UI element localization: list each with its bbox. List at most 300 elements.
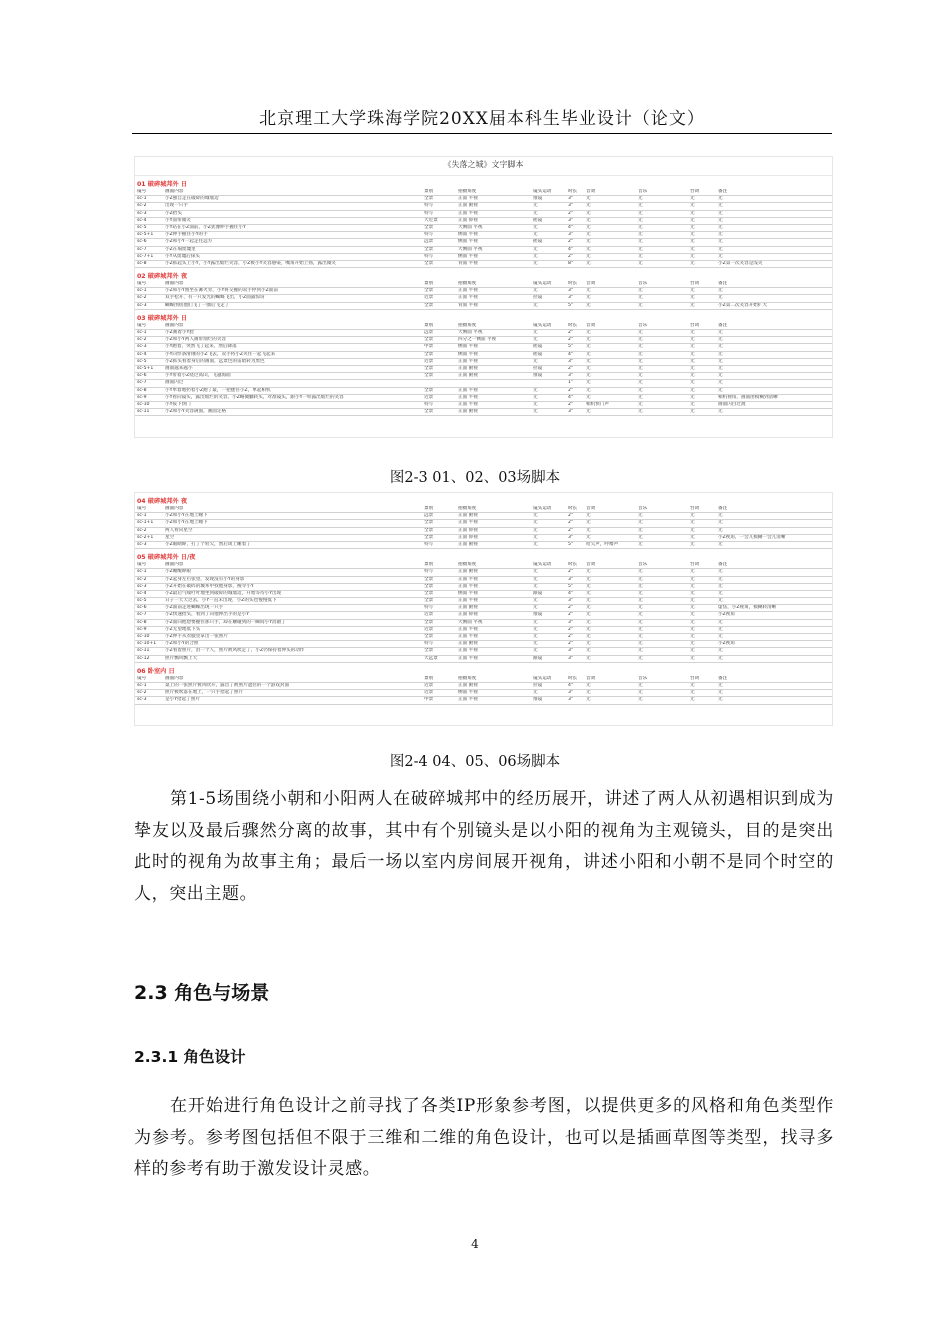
table-cell: 无 — [638, 295, 643, 301]
table-cell: 无 — [690, 224, 695, 230]
table-cell: 侧面 平视 — [458, 253, 478, 259]
table-row — [135, 402, 832, 409]
table-cell: sc-2+1 — [137, 534, 154, 540]
table-cell: 全景 — [424, 288, 434, 294]
table-cell: 无 — [638, 358, 643, 364]
table-cell: 无 — [690, 655, 695, 661]
table-cell: 正面 俯视 — [458, 203, 478, 209]
table-cell: 特写 — [424, 569, 434, 575]
table-cell: 近景 — [424, 612, 434, 618]
table-cell: 无 — [690, 634, 695, 639]
table-cell: 无 — [638, 590, 643, 596]
table-cell: sc-3 — [137, 210, 147, 216]
table-cell: 无 — [638, 365, 643, 371]
header-cell: 台词 — [690, 562, 700, 568]
table-cell: 无 — [533, 409, 538, 415]
table-cell: 无 — [586, 217, 591, 223]
table-cell: 5" — [568, 541, 574, 547]
table-cell: 摇镜 — [533, 351, 543, 357]
table-cell: 正面 俯视 — [458, 541, 478, 547]
table-cell: 无 — [718, 541, 723, 547]
table-row — [135, 288, 832, 295]
table-cell: 无 — [638, 239, 643, 245]
table-cell: sc-6 — [137, 239, 147, 245]
table-cell: 无 — [638, 224, 643, 230]
body-paragraph: 在开始进行角色设计之前寻找了各类IP形象参考图，以提供更多的风格和角色类型作为参考。参考图包括但不限于三维和二维的角色设计，也可以是插画草图等类型，找寻多样的参考有助于激发设计灵感。 — [134, 1096, 834, 1179]
table-cell: 远景 — [424, 513, 434, 519]
header-cell: 镜头运动 — [533, 281, 552, 287]
table-cell: 无 — [638, 401, 643, 407]
table-cell: 无 — [690, 239, 695, 245]
table-cell: 2" — [568, 569, 574, 575]
table-cell: 小Z面向他想要握住那只手，却在触碰到的一瞬间小Y消散了 — [165, 619, 286, 625]
table-row — [135, 535, 832, 542]
table-cell: 无 — [638, 246, 643, 252]
table-cell: 正面 仰视 — [458, 612, 478, 618]
table-cell: 正面 俯视 — [458, 373, 478, 379]
table-cell: 1" — [568, 380, 574, 386]
table-cell: 2" — [568, 365, 574, 371]
table-cell: 无 — [638, 288, 643, 294]
table-row — [135, 196, 832, 203]
table-cell: 无 — [533, 583, 538, 589]
header-cell: 时长 — [568, 675, 578, 681]
table-cell: 小Z最后气喘吁吁地坐到破碎的城墙边，开始等待小Y出现 — [165, 590, 282, 596]
table-cell: 无 — [533, 203, 538, 209]
table-cell: 跟镜 — [533, 655, 543, 661]
table-cell: 无 — [718, 295, 723, 301]
table-cell: 正面 仰视 — [458, 527, 478, 533]
table-cell: 相机快门声 — [586, 401, 609, 407]
table-cell: sc-7+1 — [137, 253, 154, 259]
header-cell: 音乐 — [638, 562, 648, 568]
table-cell: 无 — [718, 387, 723, 393]
table-cell: 无 — [638, 697, 643, 703]
table-cell: 2" — [568, 520, 574, 526]
table-cell: 无 — [586, 351, 591, 357]
table-cell: 无 — [718, 203, 723, 209]
table-cell: 小Z伸手握住小Y的手 — [165, 232, 208, 238]
table-cell: 无 — [586, 520, 591, 526]
table-cell: 无 — [718, 337, 723, 343]
table-cell: 无 — [533, 387, 538, 393]
table-cell: 无 — [718, 619, 723, 625]
table-cell: 无 — [638, 351, 643, 357]
table-cell: 小Z开始在破碎的城邦中找他身影，搜寻小Y — [165, 583, 254, 589]
table-cell: 无 — [690, 534, 695, 540]
scene-group — [135, 272, 832, 310]
table-cell: 正面 俯视 — [458, 569, 478, 575]
table-cell: 无 — [638, 569, 643, 575]
table-cell: 无 — [718, 590, 723, 596]
table-cell: 小Z视角，一会儿模糊一会儿清晰 — [718, 534, 786, 540]
table-cell: sc-8 — [137, 619, 147, 625]
table-cell: 无 — [533, 253, 538, 259]
header-cell: 时长 — [568, 562, 578, 568]
table-cell: 无 — [586, 260, 591, 266]
header-cell: 音乐 — [638, 189, 648, 194]
table-row — [135, 584, 832, 591]
table-cell: 全景 — [424, 373, 434, 379]
table-cell: 无 — [638, 409, 643, 415]
header-cell: 拍摄角度 — [458, 281, 477, 287]
table-cell: 无 — [638, 541, 643, 547]
table-cell: 无 — [533, 541, 538, 547]
table-cell: 无 — [586, 634, 591, 639]
table-row — [135, 520, 832, 527]
table-cell: 特写 — [424, 210, 434, 216]
table-cell: 小Z画着小Y脸 — [165, 330, 194, 335]
table-cell: 小Z和小Y笑容满面，画面定格 — [165, 409, 227, 415]
header-cell: 台词 — [690, 675, 700, 681]
table-cell: 无 — [586, 513, 591, 519]
table-row — [135, 656, 832, 663]
table-cell: 小Y按下快门 — [165, 401, 191, 407]
table-row — [135, 528, 832, 535]
table-cell: sc-3 — [137, 583, 147, 589]
table-cell: sc-1 — [137, 569, 147, 575]
table-cell: 无 — [586, 612, 591, 618]
table-cell: 正面 平视 — [458, 576, 478, 582]
table-cell: 无 — [690, 682, 695, 688]
table-cell: 照片飘风飘上天 — [165, 655, 198, 661]
table-cell: 无 — [718, 527, 723, 533]
figure-caption-2-3: 图2-3 01、02、03场脚本 — [389, 470, 561, 486]
table-cell: 正面 平视 — [458, 394, 478, 400]
table-cell: 无 — [690, 619, 695, 625]
table-cell: 无 — [638, 394, 643, 400]
table-cell: 背面 平视 — [458, 260, 478, 266]
table-cell: 无 — [638, 253, 643, 259]
table-cell: sc-1+1 — [137, 520, 154, 526]
table-cell: 全景 — [424, 534, 434, 540]
header-cell: 台词 — [690, 506, 700, 511]
table-cell: sc-1 — [137, 330, 147, 335]
table-cell: 无 — [638, 634, 643, 639]
table-cell: 无 — [586, 302, 591, 308]
table-cell: 5" — [568, 344, 574, 350]
table-cell: 3" — [568, 288, 574, 294]
table-cell: 无 — [718, 288, 723, 294]
table-header-row — [135, 281, 832, 288]
table-cell: 2" — [568, 513, 574, 519]
scene-title: 01 破碎城邦外 日 — [137, 181, 188, 188]
table-cell: 星空 — [165, 534, 175, 540]
table-cell: 3" — [568, 295, 574, 301]
table-cell: 小Z和小Y在地上睡下 — [165, 520, 208, 526]
table-cell: 无 — [690, 380, 695, 386]
table-cell: sc-4 — [137, 351, 147, 357]
table-cell: 无 — [638, 513, 643, 519]
body-paragraph: 第1-5场围绕小朝和小阳两人在破碎城邦中的经历展开，讲述了两人从初遇相识到成为挚友以及最后骤然分离的故事，其中有个别镜头是以小阳的视角为主观镜头，目的是突出此时的视角为故事主角；最后一场以室内房间展开视角，讲述小阳和小朝不是同个时空的人，突出主题。 — [134, 789, 834, 904]
table-cell: 无 — [586, 232, 591, 238]
table-cell: 3" — [568, 697, 574, 703]
table-cell: 无 — [586, 330, 591, 335]
table-cell: 无 — [533, 224, 538, 230]
table-cell: 无 — [690, 520, 695, 526]
table-cell: 无 — [586, 239, 591, 245]
table-cell: 摇镜 — [533, 239, 543, 245]
table-cell: 无 — [690, 260, 695, 266]
table-cell: 3" — [568, 232, 574, 238]
table-cell: 小Y向悍条滑翔的小Z飞去，双手将小Z夹住一起飞起来 — [165, 351, 276, 357]
table-cell: 无 — [586, 380, 591, 386]
table-cell: 无 — [638, 619, 643, 625]
table-cell: 无 — [718, 682, 723, 688]
table-cell: 无 — [690, 626, 695, 632]
table-cell: 正面 平视 — [458, 196, 478, 202]
figure-caption-2-4: 图2-4 04、05、06场脚本 — [389, 754, 561, 770]
table-row — [135, 373, 832, 380]
table-cell: 3" — [568, 576, 574, 582]
table-cell: 无 — [690, 246, 695, 252]
table-cell: 中景 — [424, 697, 434, 703]
table-cell: 无 — [586, 224, 591, 230]
table-cell: 近景 — [424, 626, 434, 632]
table-cell: 无 — [533, 619, 538, 625]
table-cell: 两人看向星空 — [165, 527, 193, 533]
table-cell: 4" — [568, 394, 574, 400]
header-cell: 音乐 — [638, 322, 648, 328]
table-cell: 无 — [638, 648, 643, 654]
header-cell: 台词 — [690, 322, 700, 328]
table-cell: 特写 — [424, 203, 434, 209]
table-row — [135, 634, 832, 641]
table-cell: 无 — [690, 576, 695, 582]
table-cell: 无 — [690, 365, 695, 371]
table-cell: 无 — [718, 253, 723, 259]
table-header-row — [135, 323, 832, 330]
table-cell: 全景 — [424, 409, 434, 415]
table-cell: 近景 — [424, 295, 434, 301]
table-cell: 小Z独自走在破碎的城墙边 — [165, 196, 219, 202]
table-cell: 相机视角，画面由模糊到清晰 — [718, 394, 778, 400]
table-cell: 无 — [638, 576, 643, 582]
table-cell: 侧面 平视 — [458, 232, 478, 238]
table-cell: 无 — [638, 655, 643, 661]
table-cell: 4" — [568, 682, 574, 688]
table-cell: 无 — [718, 358, 723, 364]
table-cell: 无 — [586, 365, 591, 371]
header-cell: 备注 — [718, 675, 728, 681]
header-cell: 拍摄角度 — [458, 675, 477, 681]
table-cell: 无 — [586, 569, 591, 575]
table-cell: 全景 — [424, 387, 434, 393]
table-cell: 是小Y拾起了照片 — [165, 697, 200, 703]
header-cell: 镜号 — [137, 562, 147, 568]
table-cell: sc-5+1 — [137, 232, 154, 238]
table-cell: 3" — [568, 358, 574, 364]
table-cell: 小Z眼睛睁，打了个哈欠，然后闭上睡着了 — [165, 541, 251, 547]
table-cell: 无 — [638, 520, 643, 526]
table-cell: sc-1 — [137, 288, 147, 294]
table-cell: 无 — [586, 210, 591, 216]
table-cell: sc-11 — [137, 409, 150, 415]
table-cell: sc-2 — [137, 576, 147, 582]
table-cell: 3" — [568, 598, 574, 604]
table-cell: 无 — [638, 583, 643, 589]
table-cell: 特写 — [424, 401, 434, 407]
table-cell: 小Y面带微笑 — [165, 217, 191, 223]
header-cell: 拍摄角度 — [458, 506, 477, 511]
header-cell: 镜号 — [137, 506, 147, 511]
table-cell: 小Z睡醒睁眼 — [165, 569, 192, 575]
header-cell: 音乐 — [638, 675, 648, 681]
table-cell: 8" — [568, 260, 574, 266]
table-cell: 小Y单着地扔着小Z跑了最，一把搂住小Z，单起相机 — [165, 387, 271, 393]
table-cell: sc-6 — [137, 373, 147, 379]
header-cell: 镜号 — [137, 322, 147, 328]
table-cell: 小Z快速抬头，看到了向他伸出手的是小Y — [165, 612, 250, 618]
table-cell: 无 — [586, 576, 591, 582]
table-cell: 无 — [586, 196, 591, 202]
table-cell: sc-7 — [137, 612, 147, 618]
table-cell: 远景 — [424, 239, 434, 245]
table-cell: 大侧面 平视 — [458, 619, 483, 625]
table-cell: 3" — [568, 373, 574, 379]
table-cell: 中景 — [424, 344, 434, 350]
table-cell: 无 — [718, 224, 723, 230]
table-cell: 桌上的一张照片被风吹开，露出了被照片遮住的一个游戏封面 — [165, 682, 290, 688]
table-cell: 无 — [638, 203, 643, 209]
table-cell: sc-5 — [137, 598, 147, 604]
table-cell: 无 — [718, 583, 723, 589]
scene-title: 04 破碎城邦外 夜 — [137, 498, 188, 505]
table-cell: 无 — [533, 527, 538, 533]
table-row — [135, 641, 832, 648]
table-cell: 侧面 平视 — [458, 690, 478, 696]
table-cell: 3" — [568, 648, 574, 654]
table-cell: 无 — [718, 626, 723, 632]
table-cell: sc-6 — [137, 605, 147, 611]
table-cell: 全景 — [424, 365, 434, 371]
table-row — [135, 359, 832, 366]
table-cell: 正面 平视 — [458, 358, 478, 364]
table-cell: 小Z抓起头上小Y，小Y露出灿烂笑容，小Z被小Y笑容感染，嘴角开始上扬，露出微笑 — [165, 260, 336, 266]
table-cell: 无 — [586, 387, 591, 393]
header-cell: 镜头运动 — [533, 675, 552, 681]
table-cell: 无 — [533, 513, 538, 519]
table-row — [135, 225, 832, 232]
table-cell: 无 — [690, 330, 695, 335]
table-cell: 小Z起身左右张望，发现没有小Y的身影 — [165, 576, 245, 582]
table-cell: 画面闪过 — [165, 380, 184, 386]
table-cell: 无 — [718, 697, 723, 703]
table-cell: 无 — [638, 373, 643, 379]
table-cell: 虚焦，小Z视角，模糊转清晰 — [718, 605, 777, 611]
table-cell: 无 — [690, 288, 695, 294]
table-cell: 无 — [638, 380, 643, 386]
table-cell: 3" — [568, 655, 574, 661]
table-cell: 无 — [690, 569, 695, 575]
header-cell: 景别 — [424, 562, 434, 568]
table-row — [135, 380, 832, 387]
table-cell: 小Y看向镜头，露出灿烂的笑容，小Z略微腼转头，对准镜头，跟小Y一样露出灿烂的笑容 — [165, 394, 344, 400]
header-cell: 景别 — [424, 322, 434, 328]
table-cell: 正面 俯视 — [458, 605, 478, 611]
table-cell: 2" — [568, 253, 574, 259]
table-cell: 无 — [690, 344, 695, 350]
table-cell: 小Y带着小Z绕过高山，飞越海面 — [165, 373, 231, 379]
header-cell: 音效 — [586, 675, 596, 681]
table-cell: 小Y跑着，突然飞了起来，然后降落 — [165, 344, 237, 350]
table-cell: 特写 — [424, 641, 434, 647]
table-cell: 5" — [568, 583, 574, 589]
table-cell: 无 — [690, 697, 695, 703]
table-header-row — [135, 506, 832, 513]
table-cell: 无 — [690, 387, 695, 393]
table-cell: 无 — [586, 619, 591, 625]
table-cell: sc-7 — [137, 246, 147, 252]
header-cell: 画面内容 — [165, 281, 184, 287]
header-cell: 台词 — [690, 189, 700, 194]
table-cell: sc-11 — [137, 648, 150, 654]
table-cell: 大侧面 平视 — [458, 330, 483, 335]
table-cell: 无 — [533, 246, 538, 252]
table-row — [135, 388, 832, 395]
table-cell: 正面 平视 — [458, 634, 478, 639]
table-cell: 无 — [586, 344, 591, 350]
table-cell: 无 — [533, 534, 538, 540]
table-cell: 无 — [690, 394, 695, 400]
table-cell: 2" — [568, 612, 574, 618]
section-heading: 2.3 角色与场景 — [134, 982, 270, 1004]
table-cell: 无 — [718, 210, 723, 216]
table-cell: 全景 — [424, 351, 434, 357]
table-cell: 无 — [690, 409, 695, 415]
table-cell: 正面 平视 — [458, 626, 478, 632]
table-cell: 无 — [638, 302, 643, 308]
table-row — [135, 366, 832, 373]
table-cell: 无 — [533, 394, 538, 400]
table-cell: 无 — [718, 344, 723, 350]
table-cell: 正面 俯视 — [458, 409, 478, 415]
header-cell: 音效 — [586, 189, 596, 194]
table-cell: 特写 — [424, 605, 434, 611]
table-cell: 正面 俯视 — [458, 641, 478, 647]
table-row — [135, 337, 832, 344]
table-cell: 无 — [638, 217, 643, 223]
header-cell: 音乐 — [638, 506, 648, 511]
table-cell: sc-3 — [137, 344, 147, 350]
table-cell: 4" — [568, 590, 574, 596]
table-cell: 无 — [586, 605, 591, 611]
table-cell: sc-2 — [137, 203, 147, 209]
table-cell: sc-4 — [137, 217, 147, 223]
table-cell: 无 — [533, 569, 538, 575]
table-cell: 无 — [638, 626, 643, 632]
table-cell: 2" — [568, 387, 574, 393]
header-cell: 画面内容 — [165, 189, 184, 194]
table-cell: 正面 平视 — [458, 697, 478, 703]
table-cell: 2" — [568, 401, 574, 407]
table-cell: 无 — [533, 302, 538, 308]
scene-group — [135, 314, 832, 416]
table-cell: 2" — [568, 634, 574, 639]
table-cell: 跟镜 — [533, 590, 543, 596]
table-cell: 无 — [718, 217, 723, 223]
table-row — [135, 352, 832, 359]
table-cell: 画面越来越小 — [165, 365, 193, 371]
table-cell: 画面闪白过渡 — [718, 401, 746, 407]
table-cell: 推镜 — [533, 697, 543, 703]
table-cell: 正面 平视 — [458, 520, 478, 526]
table-cell: 无 — [586, 648, 591, 654]
table-cell: 无 — [690, 196, 695, 202]
table-cell: 拉镜 — [533, 295, 543, 301]
table-cell: 照片被吹落在地上，一只手拾起了照片 — [165, 690, 244, 696]
table-cell: 无 — [690, 648, 695, 654]
